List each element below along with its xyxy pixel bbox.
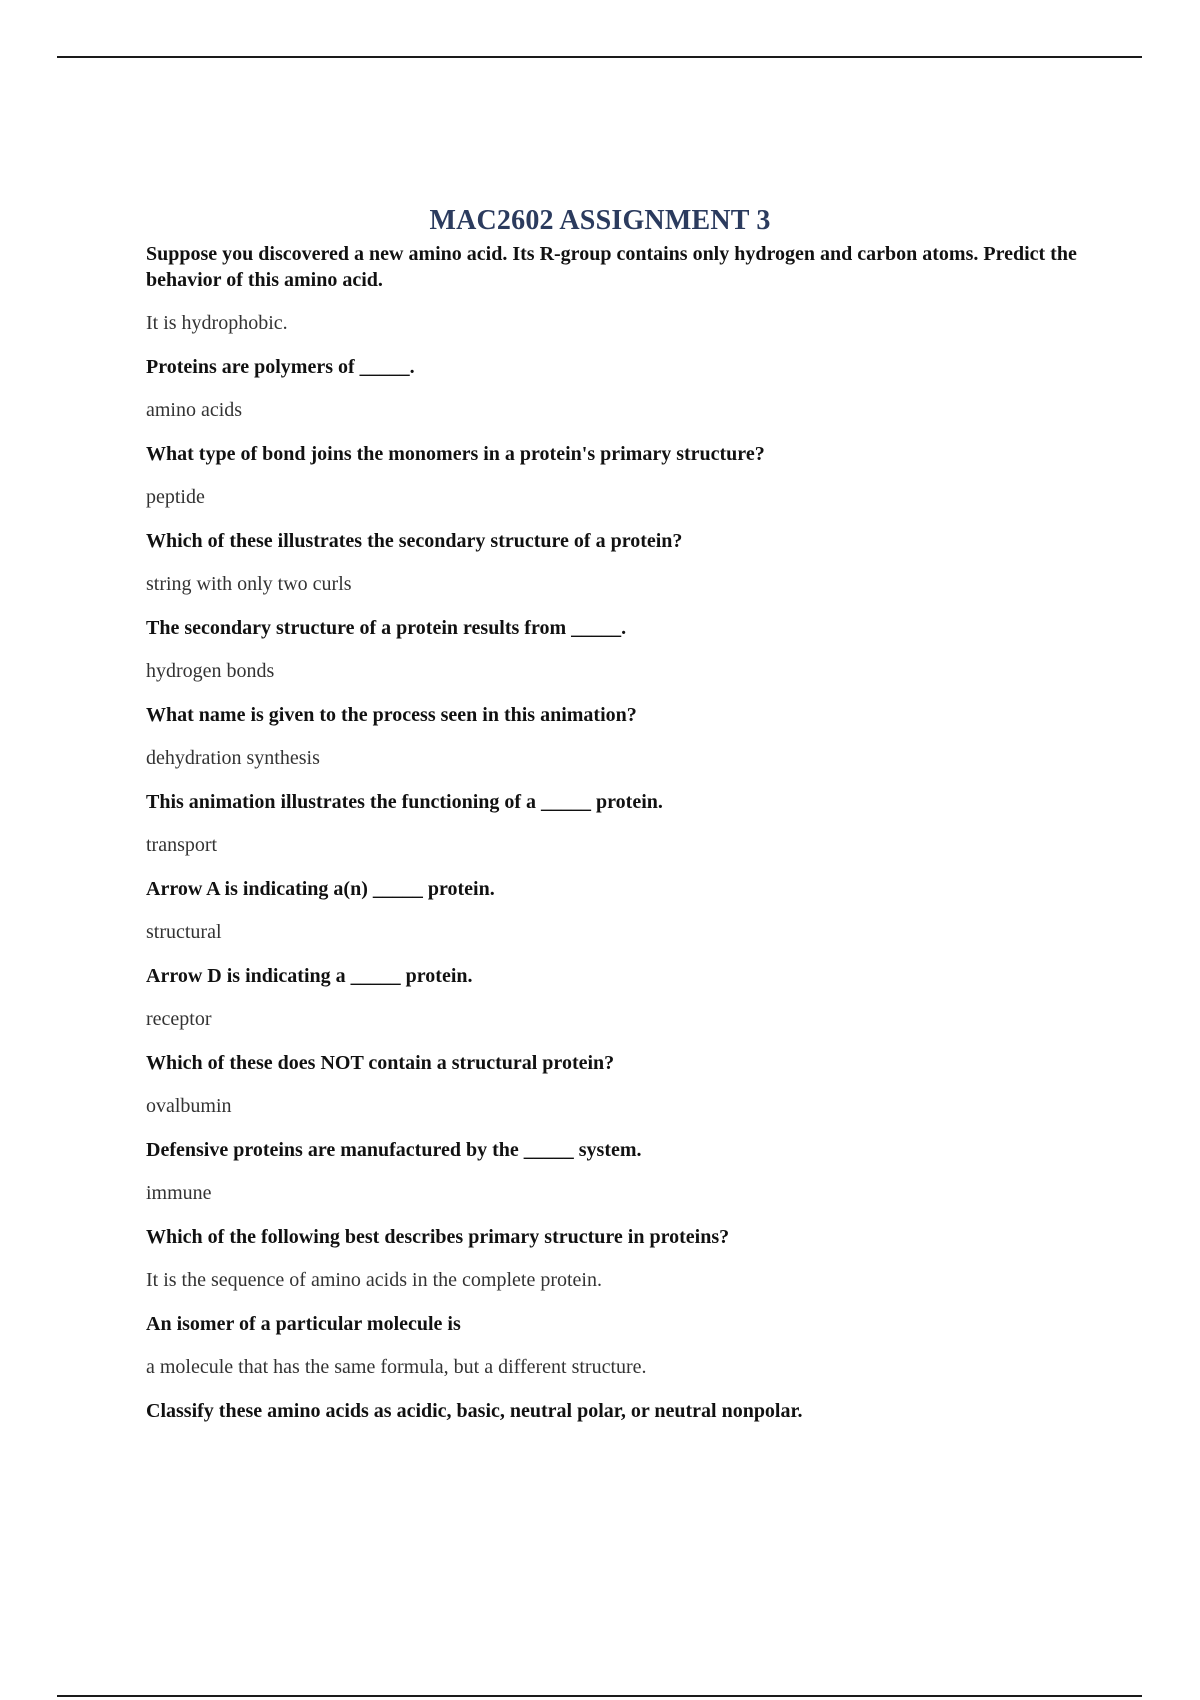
question-11: Defensive proteins are manufactured by the _____ system. [146,1139,642,1161]
question-answer-list [146,241,1086,1442]
answer-8: structural [146,921,222,943]
question-4: Which of these illustrates the secondary structure of a protein? [146,530,683,552]
question-13: An isomer of a particular molecule is [146,1313,461,1335]
question-6: What name is given to the process seen in this animation? [146,704,637,726]
question-12: Which of the following best describes primary structure in proteins? [146,1226,730,1248]
footer-rule [57,1695,1142,1697]
answer-3: peptide [146,486,205,508]
answer-13: a molecule that has the same formula, but a different structure. [146,1356,647,1378]
question-2: Proteins are polymers of _____. [146,356,415,378]
answer-4: string with only two curls [146,573,352,595]
question-1: Suppose you discovered a new amino acid. Its R-group contains only hydrogen and carbon atoms. Predict the behavior of this amino acid. [146,243,1077,291]
question-3: What type of bond joins the monomers in a protein's primary structure? [146,443,765,465]
answer-2: amino acids [146,399,243,421]
answer-6: dehydration synthesis [146,747,320,769]
question-14: Classify these amino acids as acidic, basic, neutral polar, or neutral nonpolar. [146,1400,803,1422]
answer-9: receptor [146,1008,212,1030]
answer-1: It is hydrophobic. [146,312,288,334]
header-rule [57,56,1142,58]
answer-11: immune [146,1182,212,1204]
question-10: Which of these does NOT contain a structural protein? [146,1052,615,1074]
document-title: MAC2602 ASSIGNMENT 3 [429,204,771,236]
answer-7: transport [146,834,218,856]
answer-5: hydrogen bonds [146,660,275,682]
question-5: The secondary structure of a protein results from _____. [146,617,627,639]
question-8: Arrow A is indicating a(n) _____ protein. [146,878,495,900]
question-9: Arrow D is indicating a _____ protein. [146,965,473,987]
answer-10: ovalbumin [146,1095,232,1117]
answer-12: It is the sequence of amino acids in the complete protein. [146,1269,602,1291]
question-7: This animation illustrates the functioning of a _____ protein. [146,791,663,813]
